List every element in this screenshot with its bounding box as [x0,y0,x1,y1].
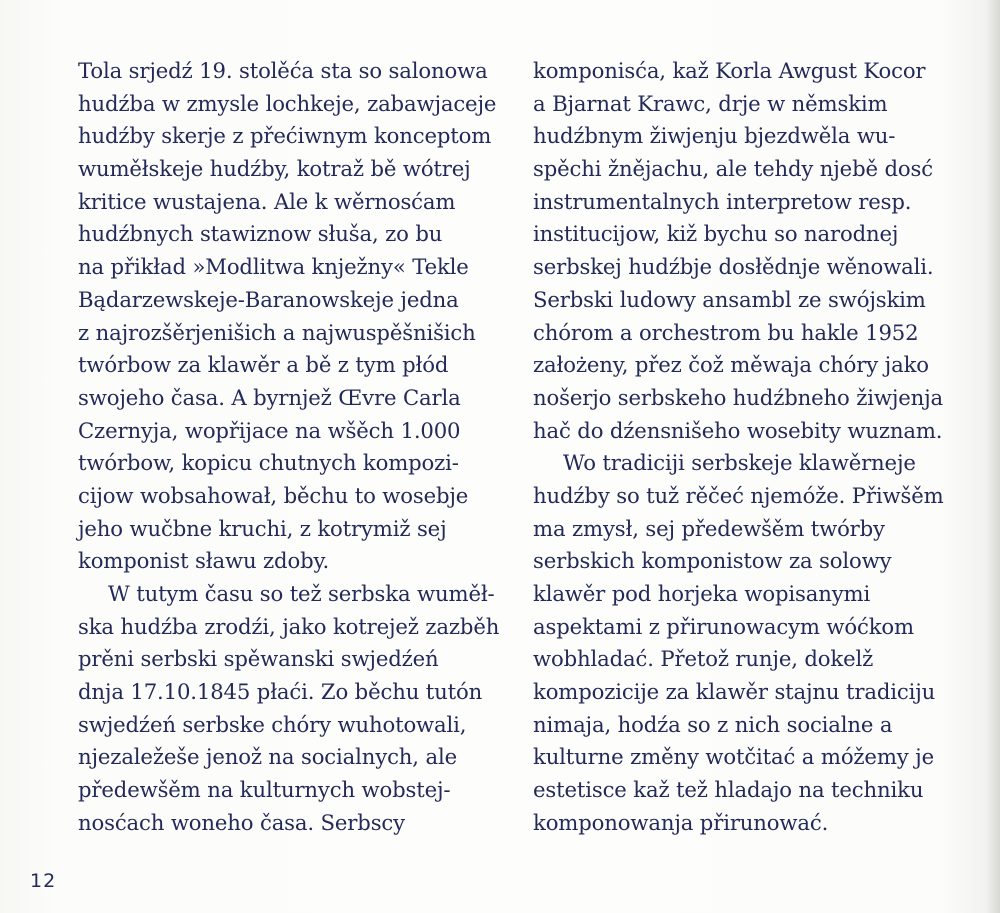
text-line: z najrozšěrjenišich a najwuspěšnišich [78,319,476,345]
text-line: serbskej hudźbje dosłědnje wěnowali. [533,254,934,280]
right-text-column [533,55,978,840]
text-line: komponowanja přirunować. [533,809,829,835]
text-line: wobhladać. Přetož runje, dokelž [533,646,874,672]
text-line: swjedźeń serbske chóry wuhotowali, [78,711,467,737]
text-line: estetisce kaž tež hladajo na techniku [533,777,924,803]
text-line: ma zmysł, sej předewšěm twórby [533,515,885,541]
text-line: aspektami z přirunowacym wóćkom [533,613,914,639]
text-line: hudźby skerje z přećiwnym konceptom [78,123,492,149]
left-text-column [78,55,528,840]
text-line: hudźby so tuž rěčeć njemóže. Přiwšěm [533,482,944,508]
text-line: swojeho časa. A byrnjež Œvre Carla [78,384,461,410]
text-line: serbskich komponistow za solowy [533,548,892,574]
text-line: Tola srjedź 19. stolěća sta so salonowa [78,58,488,83]
text-line: hudźba w zmysle lochkeje, zabawjaceje [78,90,497,116]
text-line: Serbski ludowy ansambl ze swójskim [533,286,926,312]
text-line: hač do dźensnišeho wosebity wuznam. [533,417,943,443]
text-line: wuměłskeje hudźby, kotraž bě wótrej [78,156,471,182]
paragraph-start-line: W tutym času so tež serbska wuměł- [108,581,495,606]
page-edge-shadow [986,0,1000,913]
text-line: ska hudźba zrodźi, jako kotrejež zazběh [78,613,500,639]
text-line: nimaja, hodźa so z nich socialne a [533,711,893,737]
text-line: kritice wustajena. Ale k wěrnosćam [78,188,456,214]
text-line: kulturne změny wotčitać a móžemy je [533,744,934,770]
text-line: cijow wobsahował, běchu to wosebje [78,482,469,508]
text-line: na přikład »Modlitwa knježny« Tekle [78,254,469,280]
text-line: hudźbnym žiwjenju bjezdwěla wu- [533,123,896,149]
text-line: prěni serbski spěwanski swjedźeń [78,646,439,672]
text-line: twórbow, kopicu chutnych kompozi- [78,450,459,476]
text-line: Czernyja, wopřijace na wšěch 1.000 [78,417,461,443]
text-line: hudźbnych stawiznow słuša, zo bu [78,221,443,247]
text-line: njezaležeše jenož na socialnych, ale [78,744,457,770]
text-line: klawěr pod horjeka wopisanymi [533,581,871,606]
text-line: kompozicije za klawěr stajnu tradiciju [533,679,936,705]
text-line: instrumentalnych interpretow resp. [533,188,912,214]
text-line: předewšěm na kulturnych wobstej- [78,777,451,803]
text-line: komponisća, kaž Korla Awgust Kocor [533,58,926,83]
text-line: a Bjarnat Krawc, drje w němskim [533,90,888,116]
text-line: nosćach woneho časa. Serbscy [78,809,405,835]
paragraph-start-line: Wo tradiciji serbskeje klawěrneje [563,450,916,476]
text-line: jeho wučbne kruchi, z kotrymiž sej [78,515,447,541]
text-line: chórom a orchestrom bu hakle 1952 [533,319,919,345]
text-line: nošerjo serbskeho hudźbneho žiwjenja [533,384,944,410]
text-line: komponist sławu zdoby. [78,548,330,574]
text-line: twórbow za klawěr a bě z tym płód [78,352,449,378]
text-line: Bądarzewskeje-Baranowskeje jedna [78,286,459,312]
text-line: założeny, přez čož měwaja chóry jako [533,352,929,378]
text-line: institucijow, kiž bychu so narodnej [533,221,899,247]
text-line: dnja 17.10.1845 płaći. Zo běchu tutón [78,679,483,705]
text-line: spěchi žnějachu, ale tehdy njebě dosć [533,156,933,182]
page-number: 12 [30,870,57,892]
